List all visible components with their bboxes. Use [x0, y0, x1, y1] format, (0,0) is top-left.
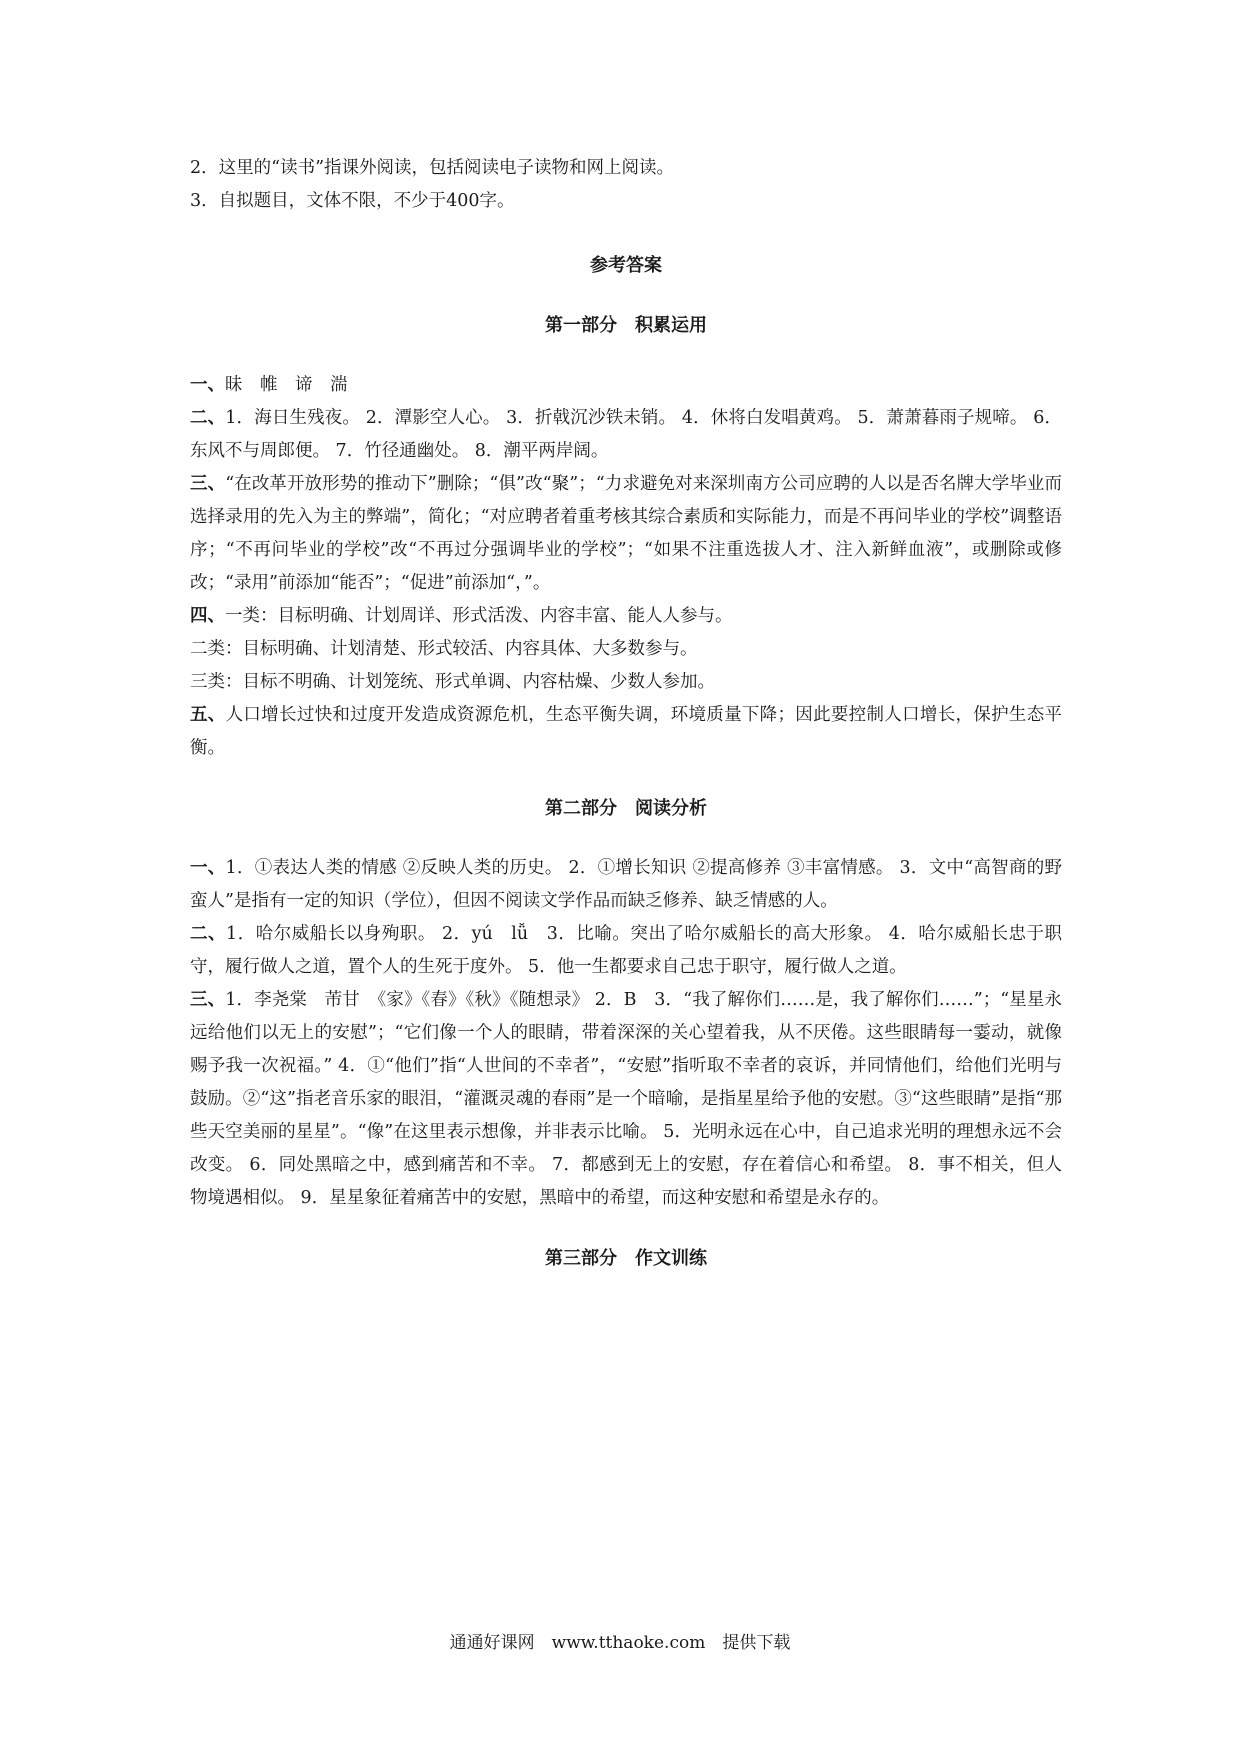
part2-q2	[190, 918, 1062, 984]
part2-q3-label: 三、	[190, 990, 226, 1010]
part1-q1-label: 一、	[190, 375, 225, 395]
part1-q2	[190, 402, 1062, 468]
part1-q4-line-3: 三类：目标不明确、计划笼统、形式单调、内容枯燥、少数人参加。	[190, 672, 715, 692]
part1-q2-text: 1．海日生残夜。 2．潭影空人心。 3．折戟沉沙铁未销。 4．休将白发唱黄鸡。 5．萧萧暮雨子规啼。 6．东风不与周郎便。 7．竹径通幽处。 8．潮平两岸阔。	[190, 408, 1062, 461]
part2-title: 第二部分 阅读分析	[545, 798, 707, 819]
part2-q1	[190, 852, 1062, 918]
part1-q1	[190, 369, 1062, 402]
part1-q3	[190, 468, 1062, 600]
answers-title: 参考答案	[590, 255, 662, 276]
part1-q5	[190, 699, 1062, 765]
page-content	[190, 152, 1062, 1275]
part1-q3-label: 三、	[190, 474, 226, 494]
intro-line-3: 3．自拟题目，文体不限，不少于400字。	[190, 191, 515, 211]
part1-q1-text: 昧 帷 谛 湍	[225, 375, 348, 395]
part1-q4	[190, 600, 1062, 633]
part2-q1-label: 一、	[190, 858, 226, 878]
part1-q4-label: 四、	[190, 606, 225, 626]
part1-q5-text: 人口增长过快和过度开发造成资源危机，生态平衡失调，环境质量下降；因此要控制人口增长，保护生态平衡。	[190, 705, 1063, 758]
part2-q2-text: 1．哈尔威船长以身殉职。 2．yú lǚ 3．比喻。突出了哈尔威船长的高大形象。 4．哈尔威船长忠于职守，履行做人之道，置个人的生死于度外。 5．他一生都要求自己忠于职守，履行做人之道。	[190, 924, 1063, 977]
part1-q3-text: “在改革开放形势的推动下”删除；“俱”改“聚”；“力求避免对来深圳南方公司应聘的人以是否名牌大学毕业而选择录用的先入为主的弊端”，简化；“对应聘者着重考核其综合素质和实际能力，而是不再问毕业的学校”调整语序；“不再问毕业的学校”改“不再过分强调毕业的学校”；“如果不注重选拔人才、注入新鲜血液”，或删除或修改；“录用”前添加“能否”；“促进”前添加“，”。	[190, 474, 1063, 593]
part1-title: 第一部分 积累运用	[545, 315, 707, 336]
part1-q4-line1: 一类：目标明确、计划周详、形式活泼、内容丰富、能人人参与。	[225, 606, 733, 626]
part1-q2-label: 二、	[190, 408, 226, 428]
part2-q3-text: 1．李尧棠 芾甘 《家》《春》《秋》《随想录》 2．B 3．“我了解你们……是，我了解你们……”；“星星永远给他们以无上的安慰”；“它们像一个人的眼睛，带着深深的关心望着我，从不厌倦。这些眼睛每一霎动，就像赐予我一次祝福。” 4．①“他们”指“人世间的不幸者”，“安慰”指听取不幸者的哀诉，并同情他们，给他们光明与鼓励。②“这”指老音乐家的眼泪，“灌溉灵魂的春雨”是一个暗喻，是指星星给予他的安慰。③“这些眼睛”是指“那些天空美丽的星星”。“像”在这里表示想像，并非表示比喻。 5．光明永远在心中，自己追求光明的理想永远不会改变。 6．同处黑暗之中，感到痛苦和不幸。 7．都感到无上的安慰，存在着信心和希望。 8．事不相关，但人物境遇相似。 9．星星象征着痛苦中的安慰，黑暗中的希望，而这种安慰和希望是永存的。	[190, 990, 1063, 1208]
part2-q3	[190, 984, 1062, 1215]
part1-q5-label: 五、	[190, 705, 226, 725]
part2-q2-label: 二、	[190, 924, 227, 944]
page-footer: 通通好课网 www.tthaoke.com 提供下载	[449, 1633, 791, 1653]
part1-q4-line-2: 二类：目标明确、计划清楚、形式较活、内容具体、大多数参与。	[190, 639, 698, 659]
part3-title: 第三部分 作文训练	[545, 1248, 707, 1269]
intro-line-2: 2．这里的“读书”指课外阅读，包括阅读电子读物和网上阅读。	[190, 158, 675, 178]
part2-q1-text: 1．①表达人类的情感 ②反映人类的历史。 2．①增长知识 ②提高修养 ③丰富情感。 3．文中“高智商的野蛮人”是指有一定的知识（学位），但因不阅读文学作品而缺乏修养、缺乏情感的人。	[190, 858, 1062, 911]
